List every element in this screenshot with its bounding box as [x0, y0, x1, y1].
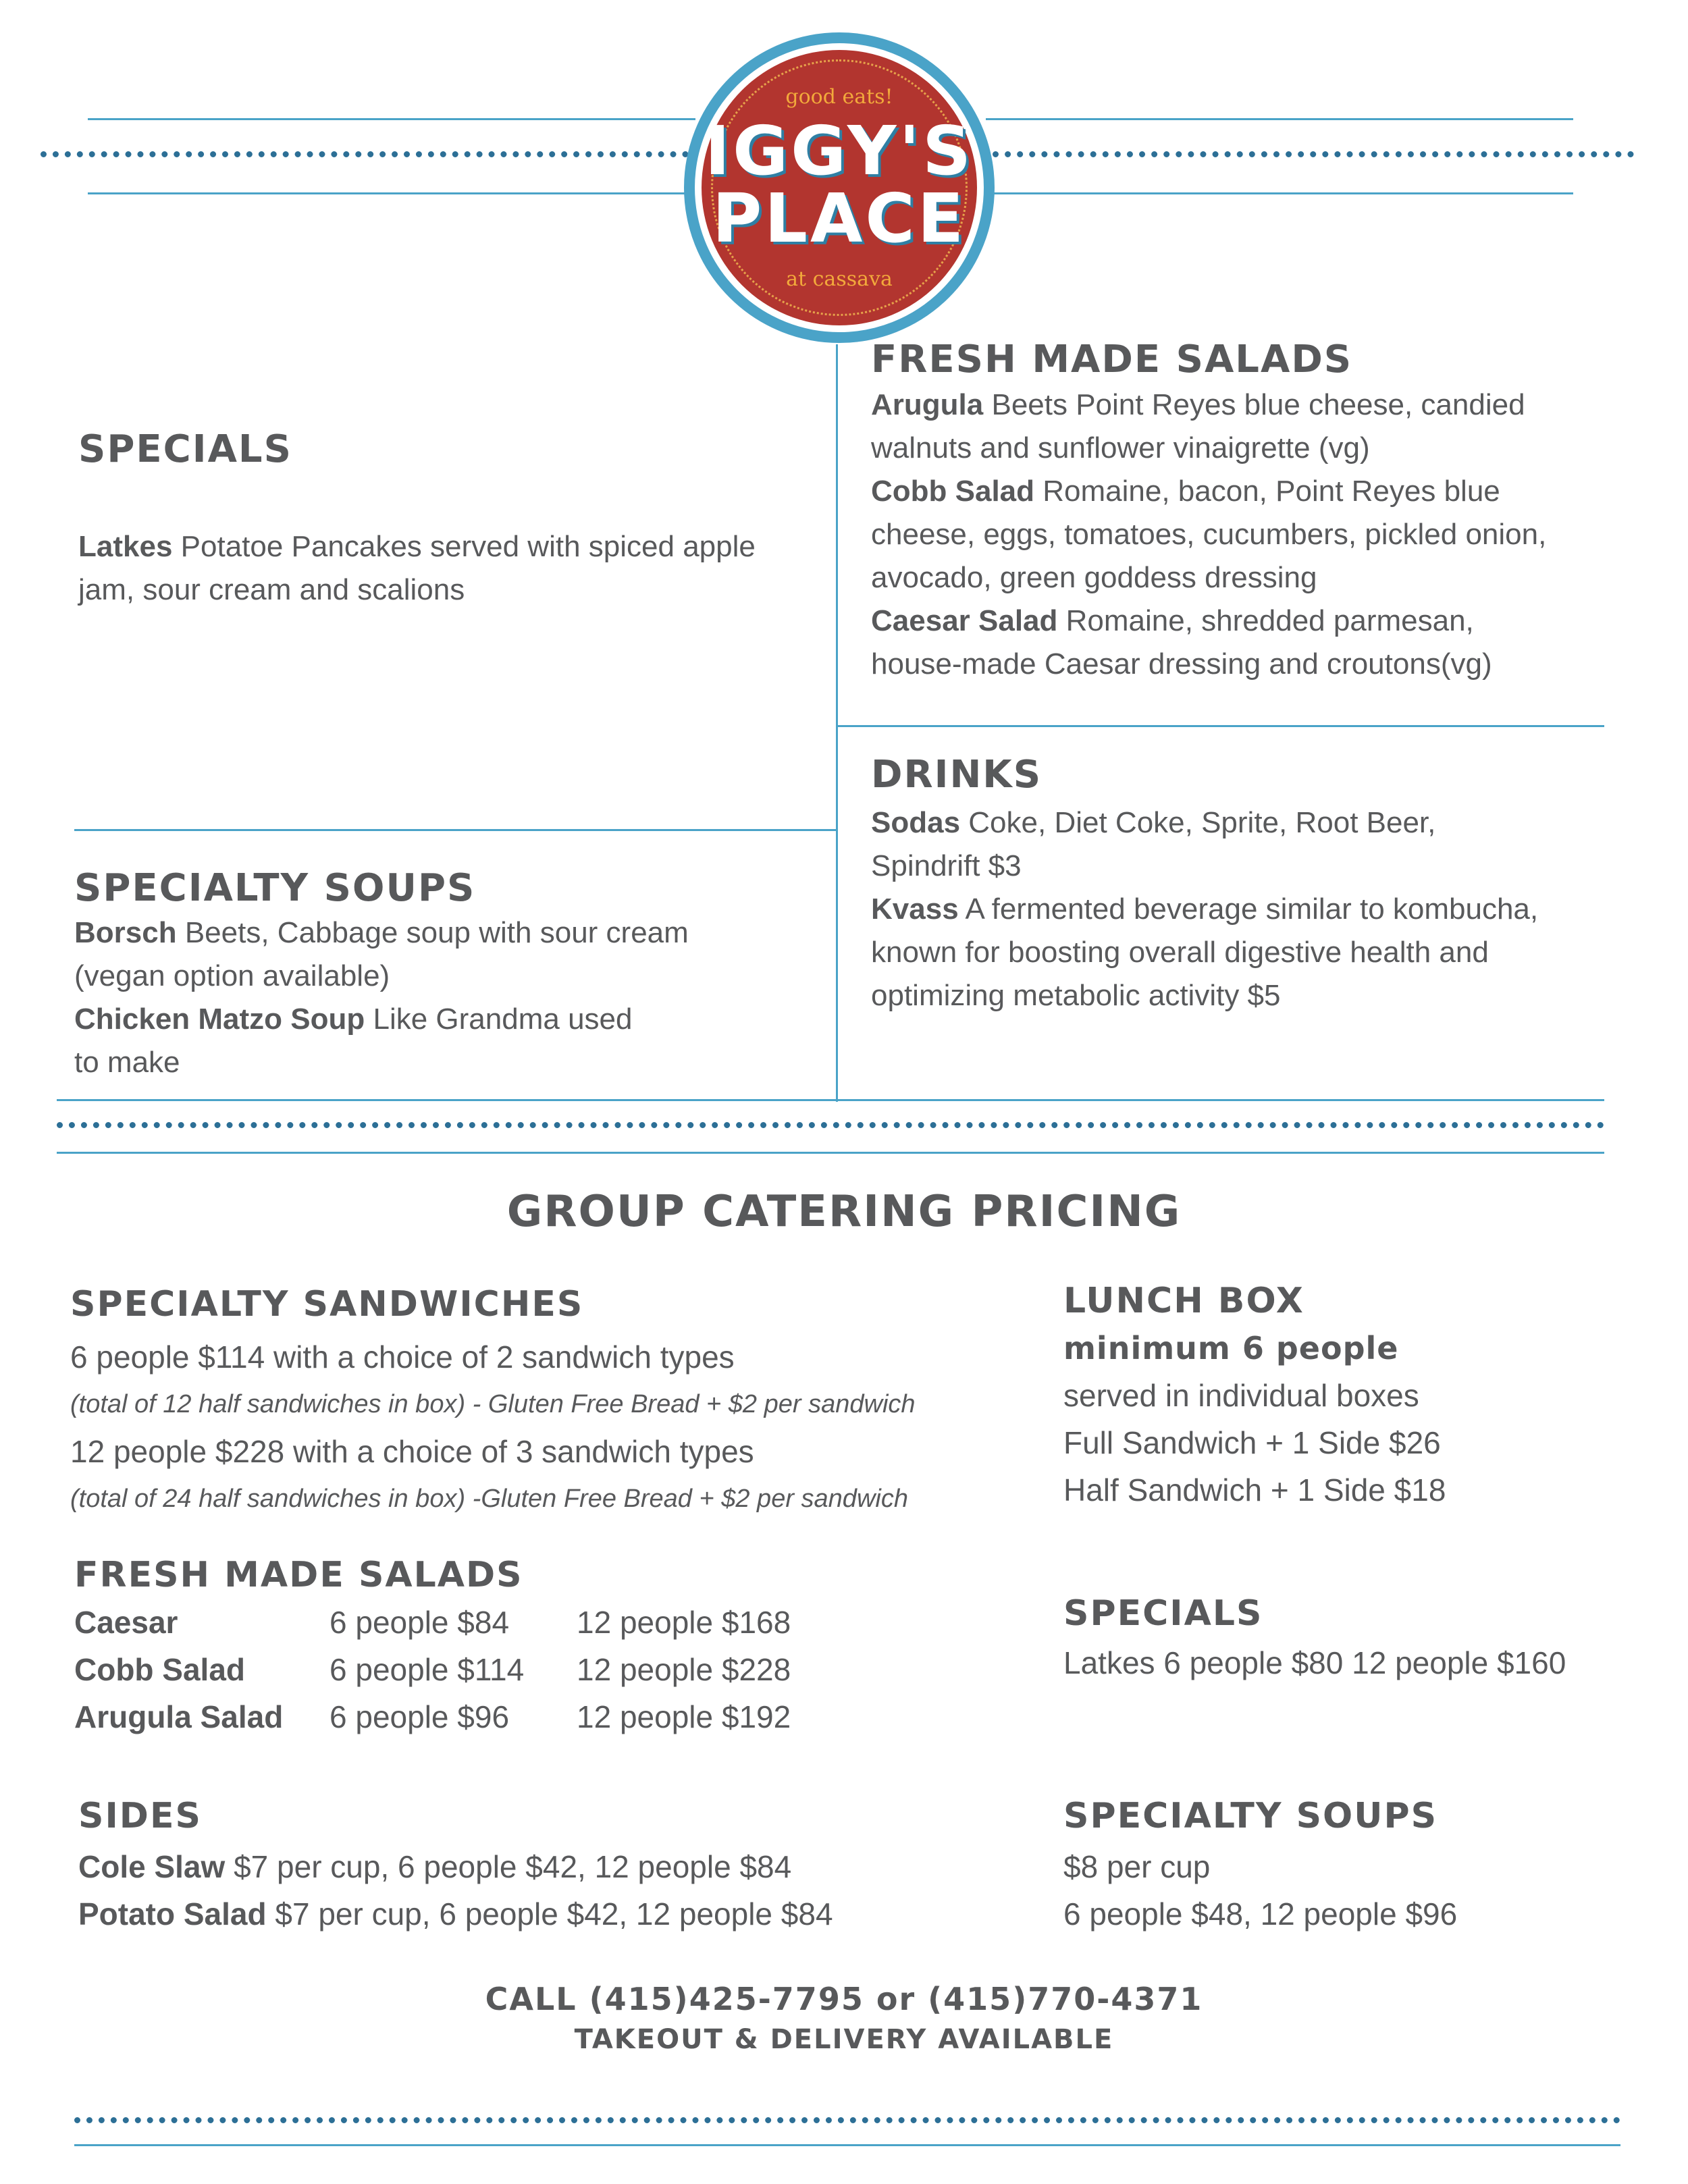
drinks-heading: DRINKS — [871, 753, 1043, 797]
item-desc: Potatoe Pancakes served with spiced apple — [180, 530, 756, 563]
catering-sandwiches — [70, 1333, 916, 1522]
side-name: Potato Salad — [78, 1896, 267, 1932]
menu-vertical-divider — [836, 344, 838, 1102]
header-dotted-rule-right — [993, 151, 1634, 157]
header-rule-bottom-left — [88, 192, 695, 194]
sandwich-option-12: 12 people $228 with a choice of 3 sandwich types — [70, 1434, 754, 1469]
logo-sub: at cassava — [786, 267, 893, 291]
item-desc: avocado, green goddess dressing — [871, 561, 1317, 594]
divider-specials-soups — [74, 829, 837, 831]
header-rule-top-right — [986, 118, 1573, 120]
soup-group-price: 6 people $48, 12 people $96 — [1063, 1896, 1458, 1932]
footer-rule — [74, 2144, 1620, 2146]
item-desc: Romaine, shredded parmesan, — [1065, 604, 1474, 637]
side-price: $7 per cup, 6 people $42, 12 people $84 — [234, 1849, 792, 1884]
sides-list — [78, 1843, 833, 1938]
soups-list — [74, 911, 689, 1084]
item-name: Latkes — [78, 530, 173, 563]
salad-price-6: 6 people $84 — [329, 1605, 510, 1640]
salad-name: Arugula Salad — [74, 1699, 284, 1734]
specials-item-latkes — [78, 525, 756, 612]
catering-soups — [1063, 1843, 1457, 1938]
item-desc: Like Grandma used — [373, 1003, 633, 1036]
soups-heading: SPECIALTY SOUPS — [74, 866, 476, 910]
salads-list — [871, 383, 1546, 686]
header-rule-top-left — [88, 118, 695, 120]
header-dotted-rule-left — [41, 151, 689, 157]
header-rule-bottom-right — [986, 192, 1573, 194]
item-name: Caesar Salad — [871, 604, 1058, 637]
item-desc: Romaine, bacon, Point Reyes blue — [1043, 475, 1500, 508]
catering-sandwiches-heading: SPECIALTY SANDWICHES — [70, 1284, 584, 1325]
menu-dotted-rule — [57, 1122, 1604, 1128]
salads-heading: FRESH MADE SALADS — [871, 338, 1353, 381]
item-name: Cobb Salad — [871, 475, 1035, 508]
sandwich-option-6: 6 people $114 with a choice of 2 sandwich types — [70, 1339, 735, 1375]
salad-price-6: 6 people $96 — [329, 1699, 510, 1734]
item-desc: (vegan option available) — [74, 959, 390, 992]
footer-takeout: TAKEOUT & DELIVERY AVAILABLE — [574, 2024, 1114, 2055]
salad-price-row — [74, 1604, 885, 1651]
salad-name: Cobb Salad — [74, 1652, 246, 1687]
salad-price-row — [74, 1651, 885, 1699]
item-name: Arugula — [871, 388, 984, 421]
catering-soups-heading: SPECIALTY SOUPS — [1063, 1796, 1438, 1836]
sides-heading: SIDES — [78, 1796, 202, 1836]
catering-top-rule — [57, 1152, 1604, 1154]
salad-price-12: 12 people $192 — [577, 1699, 791, 1734]
divider-salads-drinks — [836, 725, 1604, 727]
lunch-box-half-price: Half Sandwich + 1 Side $18 — [1063, 1472, 1446, 1508]
logo-tagline: good eats! — [785, 85, 893, 109]
item-name: Chicken Matzo Soup — [74, 1003, 365, 1036]
item-desc: Beets, Cabbage soup with sour cream — [184, 916, 689, 949]
lunch-box-minimum: minimum 6 people — [1063, 1330, 1399, 1366]
lunch-box-heading: LUNCH BOX — [1063, 1281, 1304, 1321]
drinks-list — [871, 801, 1538, 1017]
catering-specials-heading: SPECIALS — [1063, 1593, 1263, 1634]
lunch-box-line: served in individual boxes — [1063, 1378, 1419, 1413]
salad-name: Caesar — [74, 1605, 178, 1640]
sandwich-note-12: (total of 24 half sandwiches in box) -Gluten Free Bread + $2 per sandwich — [70, 1485, 908, 1513]
item-desc: optimizing metabolic activity $5 — [871, 979, 1281, 1012]
logo-name-line2: PLACE — [712, 179, 967, 258]
footer-call: CALL (415)425-7795 or (415)770-4371 — [485, 1981, 1203, 2017]
salad-price-12: 12 people $168 — [577, 1605, 791, 1640]
item-desc: cheese, eggs, tomatoes, cucumbers, pickled onion, — [871, 518, 1547, 551]
salad-price-6: 6 people $114 — [329, 1652, 525, 1687]
item-desc: to make — [74, 1046, 180, 1079]
item-desc: Coke, Diet Coke, Sprite, Root Beer, — [968, 806, 1436, 839]
item-name: Borsch — [74, 916, 177, 949]
side-price: $7 per cup, 6 people $42, 12 people $84 — [275, 1896, 833, 1932]
catering-specials-line: Latkes 6 people $80 12 people $160 — [1063, 1645, 1566, 1680]
footer-dotted-rule — [74, 2117, 1620, 2123]
item-desc: jam, sour cream and scalions — [78, 573, 465, 606]
item-desc: house-made Caesar dressing and croutons(vg) — [871, 647, 1492, 681]
soup-cup-price: $8 per cup — [1063, 1849, 1211, 1884]
item-name: Kvass — [871, 893, 959, 926]
specials-heading: SPECIALS — [78, 427, 292, 471]
item-desc: known for boosting overall digestive health and — [871, 936, 1489, 969]
menu-bottom-rule — [57, 1099, 1604, 1101]
item-name: Sodas — [871, 806, 961, 839]
item-desc: Spindrift $3 — [871, 849, 1022, 882]
lunch-box-details — [1063, 1325, 1446, 1514]
item-desc: A fermented beverage similar to kombucha, — [965, 893, 1539, 926]
logo-name-line1: IGGY'S — [704, 111, 974, 190]
salad-price-row — [74, 1699, 885, 1746]
item-desc: walnuts and sunflower vinaigrette (vg) — [871, 431, 1370, 464]
lunch-box-full-price: Full Sandwich + 1 Side $26 — [1063, 1425, 1441, 1460]
catering-heading: GROUP CATERING PRICING — [506, 1187, 1182, 1237]
side-name: Cole Slaw — [78, 1849, 226, 1884]
iggys-place-logo — [684, 32, 995, 343]
sandwich-note-6: (total of 12 half sandwiches in box) - Gluten Free Bread + $2 per sandwich — [70, 1390, 916, 1418]
salad-price-12: 12 people $228 — [577, 1652, 791, 1687]
catering-salads-heading: FRESH MADE SALADS — [74, 1555, 523, 1595]
item-desc: Beets Point Reyes blue cheese, candied — [991, 388, 1525, 421]
